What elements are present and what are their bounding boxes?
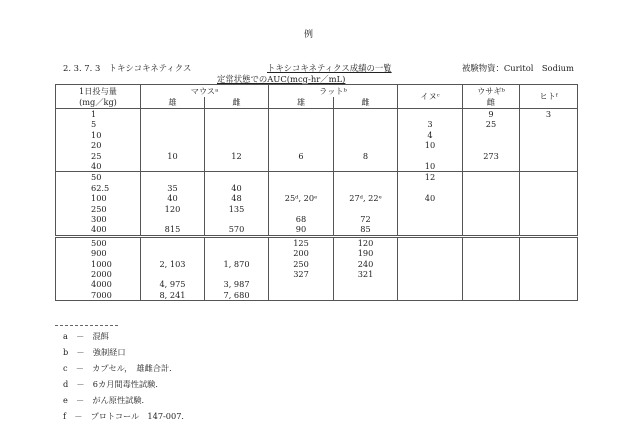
dog-cell: 12 bbox=[398, 172, 463, 183]
dog-cell bbox=[398, 279, 463, 289]
mouse-female-cell: 7, 680 bbox=[205, 290, 269, 301]
human-cell bbox=[520, 258, 578, 268]
mouse-male-cell bbox=[141, 161, 205, 172]
human-cell bbox=[520, 140, 578, 150]
rat-female-cell: 190 bbox=[334, 248, 398, 258]
rabbit-cell bbox=[463, 279, 520, 289]
mouse-male-cell bbox=[141, 269, 205, 279]
header-dose bbox=[56, 85, 141, 109]
rat-male-cell bbox=[269, 204, 334, 214]
dog-cell bbox=[398, 258, 463, 268]
rat-female-cell bbox=[334, 183, 398, 193]
rabbit-cell bbox=[463, 258, 520, 268]
human-cell bbox=[520, 204, 578, 214]
rabbit-cell bbox=[463, 248, 520, 258]
rat-female-cell bbox=[334, 119, 398, 129]
mouse-male-cell bbox=[141, 248, 205, 258]
header-rat: ラットᵇ bbox=[269, 85, 398, 97]
rat-female-cell bbox=[334, 109, 398, 120]
rabbit-cell bbox=[463, 172, 520, 183]
table-row bbox=[56, 130, 578, 140]
rabbit-cell bbox=[463, 130, 520, 140]
header-mouse: マウスᵃ bbox=[141, 85, 269, 97]
dose-cell: 2000 bbox=[56, 269, 141, 279]
rabbit-cell bbox=[463, 236, 520, 248]
table-row bbox=[56, 279, 578, 289]
table-row bbox=[56, 290, 578, 301]
mouse-male-cell bbox=[141, 140, 205, 150]
rat-male-cell bbox=[269, 140, 334, 150]
dose-cell: 50 bbox=[56, 172, 141, 183]
rat-female-cell: 85 bbox=[334, 224, 398, 236]
dog-cell: 40 bbox=[398, 193, 463, 203]
rabbit-cell bbox=[463, 204, 520, 214]
table-body bbox=[56, 109, 578, 301]
dose-cell: 4000 bbox=[56, 279, 141, 289]
rat-female-cell bbox=[334, 161, 398, 172]
dog-cell: 10 bbox=[398, 161, 463, 172]
table-row bbox=[56, 161, 578, 172]
dog-cell bbox=[398, 236, 463, 248]
human-cell bbox=[520, 236, 578, 248]
mouse-female-cell bbox=[205, 269, 269, 279]
human-cell bbox=[520, 193, 578, 203]
human-cell bbox=[520, 161, 578, 172]
table-row bbox=[56, 204, 578, 214]
human-cell bbox=[520, 248, 578, 258]
dose-cell: 40 bbox=[56, 161, 141, 172]
rat-female-cell: 321 bbox=[334, 269, 398, 279]
table-row bbox=[56, 183, 578, 193]
rat-male-cell bbox=[269, 290, 334, 301]
mouse-female-cell bbox=[205, 109, 269, 120]
rat-male-cell: 90 bbox=[269, 224, 334, 236]
table-row bbox=[56, 236, 578, 248]
human-cell bbox=[520, 290, 578, 301]
dose-cell: 500 bbox=[56, 236, 141, 248]
rat-female-cell: 240 bbox=[334, 258, 398, 268]
dog-cell bbox=[398, 290, 463, 301]
mouse-female-cell: 12 bbox=[205, 151, 269, 161]
rat-male-cell: 327 bbox=[269, 269, 334, 279]
dose-cell: 400 bbox=[56, 224, 141, 236]
mouse-male-cell bbox=[141, 119, 205, 129]
rat-female-cell bbox=[334, 279, 398, 289]
dog-cell: 10 bbox=[398, 140, 463, 150]
footnote-item: d － 6カ月間毒性試験． bbox=[63, 379, 164, 389]
table-row bbox=[56, 119, 578, 129]
rat-female-cell: 120 bbox=[334, 236, 398, 248]
rat-male-cell: 68 bbox=[269, 214, 334, 224]
rat-male-cell bbox=[269, 161, 334, 172]
footnote-item: e － がん原性試験． bbox=[63, 395, 150, 405]
human-cell bbox=[520, 269, 578, 279]
dog-cell: 3 bbox=[398, 119, 463, 129]
header-human: ヒトᶠ bbox=[520, 85, 578, 109]
mouse-female-cell: 48 bbox=[205, 193, 269, 203]
mouse-female-cell bbox=[205, 140, 269, 150]
mouse-male-cell bbox=[141, 130, 205, 140]
mouse-female-cell bbox=[205, 172, 269, 183]
footnote-divider bbox=[55, 325, 118, 326]
rabbit-cell bbox=[463, 140, 520, 150]
dog-cell bbox=[398, 269, 463, 279]
rat-male-cell: 250 bbox=[269, 258, 334, 268]
dog-cell bbox=[398, 151, 463, 161]
rat-female-cell bbox=[334, 290, 398, 301]
mouse-male-cell bbox=[141, 214, 205, 224]
mouse-male-cell bbox=[141, 236, 205, 248]
rat-male-cell bbox=[269, 119, 334, 129]
human-cell bbox=[520, 279, 578, 289]
human-cell bbox=[520, 214, 578, 224]
rabbit-cell: 273 bbox=[463, 151, 520, 161]
mouse-female-cell: 40 bbox=[205, 183, 269, 193]
page-label: 例 bbox=[304, 30, 314, 40]
dose-cell: 25 bbox=[56, 151, 141, 161]
rat-female-cell bbox=[334, 172, 398, 183]
table-row bbox=[56, 258, 578, 268]
header-rabbit-female: 雌 bbox=[463, 97, 520, 109]
rat-female-cell bbox=[334, 130, 398, 140]
dose-cell: 1000 bbox=[56, 258, 141, 268]
mouse-male-cell: 40 bbox=[141, 193, 205, 203]
mouse-male-cell: 2, 103 bbox=[141, 258, 205, 268]
human-cell bbox=[520, 119, 578, 129]
mouse-male-cell: 35 bbox=[141, 183, 205, 193]
header-dose-line1: 1日投与量 bbox=[79, 86, 117, 97]
rat-female-cell: 72 bbox=[334, 214, 398, 224]
rat-male-cell bbox=[269, 183, 334, 193]
rat-female-cell: 8 bbox=[334, 151, 398, 161]
rat-female-cell bbox=[334, 204, 398, 214]
section-number: 2. 3. 7. 3 トキシコキネティクス bbox=[63, 63, 192, 73]
rabbit-cell bbox=[463, 224, 520, 236]
dose-cell: 100 bbox=[56, 193, 141, 203]
dose-cell: 20 bbox=[56, 140, 141, 150]
mouse-female-cell bbox=[205, 119, 269, 129]
mouse-male-cell: 120 bbox=[141, 204, 205, 214]
table-row bbox=[56, 248, 578, 258]
dose-cell: 5 bbox=[56, 119, 141, 129]
dog-cell bbox=[398, 214, 463, 224]
document-title: トキシコキネティクス成績の一覧 bbox=[267, 63, 392, 73]
mouse-female-cell: 135 bbox=[205, 204, 269, 214]
header-dose-line2: (mg／kg) bbox=[79, 96, 117, 107]
table-row bbox=[56, 172, 578, 183]
rabbit-cell: 9 bbox=[463, 109, 520, 120]
rabbit-cell bbox=[463, 183, 520, 193]
header-dog: イヌᶜ bbox=[398, 85, 463, 109]
human-cell bbox=[520, 130, 578, 140]
mouse-male-cell bbox=[141, 109, 205, 120]
dose-cell: 900 bbox=[56, 248, 141, 258]
mouse-female-cell bbox=[205, 161, 269, 172]
dog-cell bbox=[398, 248, 463, 258]
dose-cell: 1 bbox=[56, 109, 141, 120]
mouse-female-cell bbox=[205, 236, 269, 248]
rat-male-cell: 200 bbox=[269, 248, 334, 258]
rat-male-cell bbox=[269, 279, 334, 289]
rabbit-cell bbox=[463, 214, 520, 224]
table-row bbox=[56, 151, 578, 161]
dose-cell: 250 bbox=[56, 204, 141, 214]
footnote-item: b － 強制経口 bbox=[63, 347, 126, 357]
rat-male-cell bbox=[269, 172, 334, 183]
mouse-male-cell bbox=[141, 172, 205, 183]
header-mouse-female: 雌 bbox=[205, 97, 269, 109]
rat-male-cell bbox=[269, 130, 334, 140]
rabbit-cell bbox=[463, 290, 520, 301]
dog-cell: 4 bbox=[398, 130, 463, 140]
dog-cell bbox=[398, 109, 463, 120]
rat-male-cell: 25ᵈ, 20ᵉ bbox=[269, 193, 334, 203]
footnote-item: c － カプセル， 雄雌合計． bbox=[63, 363, 178, 373]
table-row bbox=[56, 269, 578, 279]
rat-male-cell bbox=[269, 109, 334, 120]
rat-female-cell bbox=[334, 140, 398, 150]
table-row bbox=[56, 140, 578, 150]
rat-male-cell: 6 bbox=[269, 151, 334, 161]
header-rat-male: 雄 bbox=[269, 97, 334, 109]
test-substance: 被験物資：Curitol Sodium bbox=[462, 63, 574, 73]
dose-cell: 10 bbox=[56, 130, 141, 140]
mouse-male-cell: 10 bbox=[141, 151, 205, 161]
mouse-female-cell: 1, 870 bbox=[205, 258, 269, 268]
dose-cell: 62.5 bbox=[56, 183, 141, 193]
header-mouse-male: 雄 bbox=[141, 97, 205, 109]
rat-female-cell: 27ᵈ, 22ᵉ bbox=[334, 193, 398, 203]
mouse-female-cell bbox=[205, 130, 269, 140]
table-row bbox=[56, 109, 578, 120]
rabbit-cell bbox=[463, 193, 520, 203]
human-cell bbox=[520, 224, 578, 236]
human-cell bbox=[520, 183, 578, 193]
rat-male-cell: 125 bbox=[269, 236, 334, 248]
human-cell bbox=[520, 172, 578, 183]
human-cell: 3 bbox=[520, 109, 578, 120]
mouse-female-cell: 3, 987 bbox=[205, 279, 269, 289]
human-cell bbox=[520, 151, 578, 161]
table-row bbox=[56, 214, 578, 224]
dog-cell bbox=[398, 183, 463, 193]
mouse-female-cell bbox=[205, 248, 269, 258]
dose-cell: 300 bbox=[56, 214, 141, 224]
footnote-item: a － 混餌 bbox=[63, 331, 109, 341]
header-rat-female: 雌 bbox=[334, 97, 398, 109]
table-caption: 定常状態でのAUC(mcg-hr／mL) bbox=[217, 74, 346, 84]
rabbit-cell bbox=[463, 161, 520, 172]
mouse-male-cell: 4, 975 bbox=[141, 279, 205, 289]
dog-cell bbox=[398, 224, 463, 236]
footnote-item: f － プロトコール 147-007． bbox=[63, 411, 190, 421]
mouse-female-cell: 570 bbox=[205, 224, 269, 236]
mouse-male-cell: 8, 241 bbox=[141, 290, 205, 301]
table-row bbox=[56, 193, 578, 203]
rabbit-cell bbox=[463, 269, 520, 279]
table-row bbox=[56, 224, 578, 236]
header-row-species bbox=[56, 85, 578, 97]
mouse-male-cell: 815 bbox=[141, 224, 205, 236]
header-rabbit: ウサギᵇ bbox=[463, 85, 520, 97]
mouse-female-cell bbox=[205, 214, 269, 224]
rabbit-cell: 25 bbox=[463, 119, 520, 129]
toxicokinetics-table bbox=[55, 84, 578, 301]
dog-cell bbox=[398, 204, 463, 214]
dose-cell: 7000 bbox=[56, 290, 141, 301]
